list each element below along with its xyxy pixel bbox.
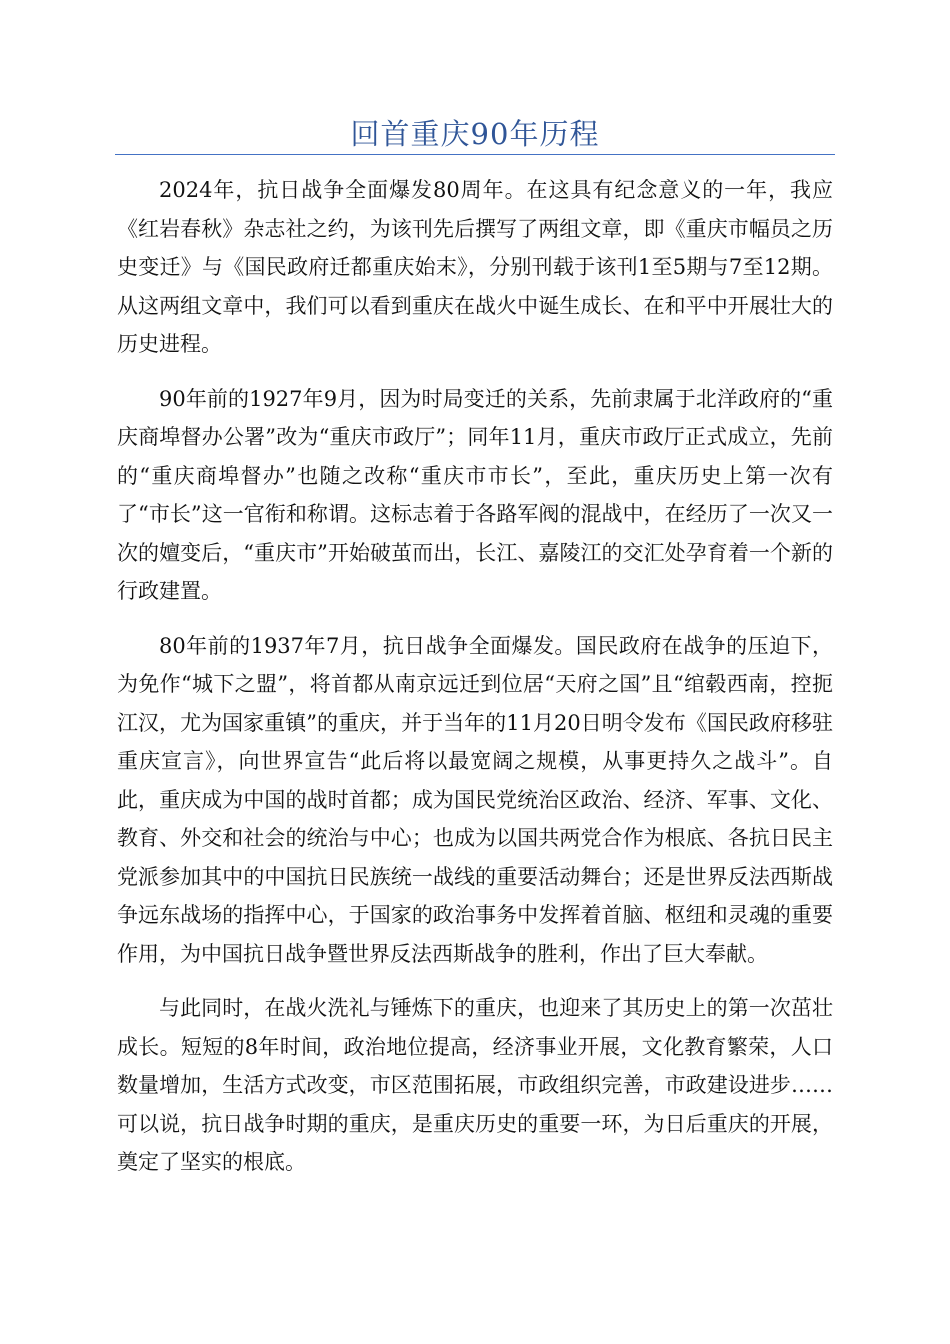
paragraph-4: 与此同时，在战火洗礼与锤炼下的重庆，也迎来了其历史上的第一次茁壮成长。短短的8年时间，政治地位提高，经济事业开展，文化教育繁荣，人口数量增加，生活方式改变，市区范围拓展，市政组织完善，市政建设进步……可以说，抗日战争时期的重庆，是重庆历史的重要一环，为日后重庆的开展，奠定了坚实的根底。 xyxy=(117,996,833,1174)
document-body xyxy=(117,171,833,1198)
document-title: 回首重庆90年历程 xyxy=(350,117,600,151)
paragraph-1: 2024年，抗日战争全面爆发80周年。在这具有纪念意义的一年，我应《红岩春秋》杂志社之约，为该刊先后撰写了两组文章，即《重庆市幅员之历史变迁》与《国民政府迁都重庆始末》，分别刊载于该刊1至5期与7至12期。从这两组文章中，我们可以看到重庆在战火中诞生成长、在和平中开展壮大的历史进程。 xyxy=(117,178,833,356)
title-underline-rule xyxy=(115,154,835,155)
paragraph-2: 90年前的1927年9月，因为时局变迁的关系，先前隶属于北洋政府的“重庆商埠督办公署”改为“重庆市政厅”；同年11月，重庆市政厅正式成立，先前的“重庆商埠督办”也随之改称“重庆市市长”，至此，重庆历史上第一次有了“市长”这一官衔和称谓。这标志着于各路军阀的混战中，在经历了一次又一次的嬗变后，“重庆市”开始破茧而出，长江、嘉陵江的交汇处孕育着一个新的行政建置。 xyxy=(117,386,833,603)
paragraph-3: 80年前的1937年7月，抗日战争全面爆发。国民政府在战争的压迫下，为免作“城下之盟”，将首都从南京远迁到位居“天府之国”且“绾毂西南，控扼江汉，尤为国家重镇”的重庆，并于当年的11月20日明令发布《国民政府移驻重庆宣言》，向世界宣告“此后将以最宽阔之规模，从事更持久之战斗”。自此，重庆成为中国的战时首都；成为国民党统治区政治、经济、军事、文化、教育、外交和社会的统治与中心；也成为以国共两党合作为根底、各抗日民主党派参加其中的中国抗日民族统一战线的重要活动舞台；还是世界反法西斯战争远东战场的指挥中心，于国家的政治事务中发挥着首脑、枢纽和灵魂的重要作用，为中国抗日战争暨世界反法西斯战争的胜利，作出了巨大奉献。 xyxy=(117,633,833,966)
